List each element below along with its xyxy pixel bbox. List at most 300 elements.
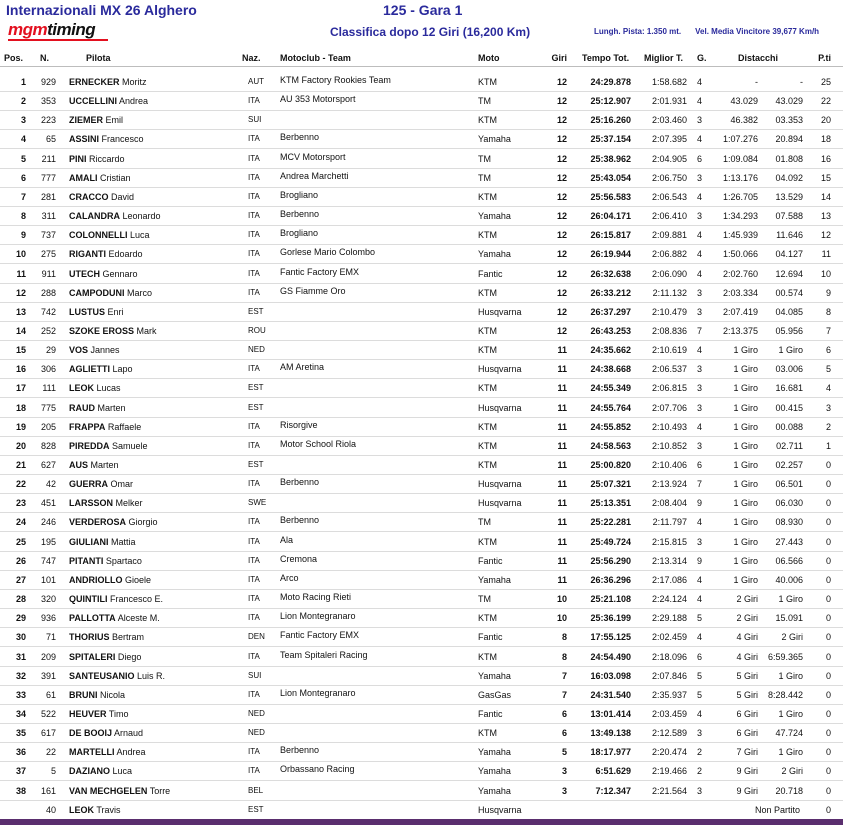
cell-pti: 0 (825, 728, 831, 738)
cell-num: 747 (40, 556, 56, 566)
cell-giri: 11 (557, 479, 567, 489)
cell-num: 29 (45, 345, 56, 355)
cell-pos: 19 (15, 422, 26, 432)
cell-pos: 27 (15, 575, 26, 585)
cell-giri: 12 (556, 173, 567, 183)
cell-miglior: 2:24.124 (651, 594, 687, 604)
cell-g: 4 (697, 575, 703, 585)
cell-giri: 12 (556, 288, 567, 298)
cell-moto: Yamaha (478, 211, 511, 221)
cell-pilota (69, 249, 239, 259)
cell-moto: TM (478, 96, 491, 106)
cell-moto: Fantic (478, 269, 503, 279)
cell-pti: 0 (825, 805, 831, 815)
cell-pilota (69, 288, 239, 298)
cell-giri: 11 (557, 498, 567, 508)
rider-first-name: Andrea (119, 96, 149, 106)
cell-gap-leader: 6 Giri (736, 709, 758, 719)
cell-pti: 0 (825, 517, 831, 527)
cell-moto: TM (478, 517, 491, 527)
cell-team: Orbassano Racing (280, 764, 355, 774)
cell-gap-prev: 20.718 (775, 786, 803, 796)
cell-tempo: 26:32.638 (590, 269, 631, 279)
row-divider (0, 704, 843, 705)
cell-moto: KTM (478, 613, 497, 623)
cell-num: 40 (45, 805, 56, 815)
cell-pti: 3 (825, 403, 831, 413)
cell-pilota (69, 403, 239, 413)
cell-naz: ITA (248, 249, 260, 258)
cell-gap-prev: 01.808 (775, 154, 803, 164)
cell-moto: Fantic (478, 709, 503, 719)
cell-naz: ITA (248, 154, 260, 163)
rider-surname: LUSTUS (69, 307, 105, 317)
cell-tempo: 24:29.878 (590, 77, 631, 87)
cell-pilota (69, 632, 239, 642)
cell-g: 6 (697, 652, 703, 662)
cell-giri: 12 (556, 326, 567, 336)
cell-moto: Fantic (478, 632, 503, 642)
cell-g: 3 (697, 537, 703, 547)
cell-team: Moto Racing Rieti (280, 592, 352, 602)
cell-naz: ITA (248, 747, 260, 756)
cell-miglior: 2:18.096 (651, 652, 687, 662)
cell-gap-leader: 2:13.375 (722, 326, 758, 336)
cell-tempo: 25:49.724 (590, 537, 631, 547)
logo-underline (8, 39, 108, 41)
cell-pti: 0 (825, 537, 831, 547)
cell-giri: 10 (556, 613, 567, 623)
cell-moto: Yamaha (478, 134, 511, 144)
cell-gap-leader: 4 Giri (736, 632, 758, 642)
cell-naz: NED (248, 345, 265, 354)
rider-surname: RAUD (69, 403, 95, 413)
cell-naz: ITA (248, 690, 260, 699)
cell-pos: 24 (15, 517, 26, 527)
cell-pos: 5 (20, 154, 26, 164)
cell-num: 288 (40, 288, 56, 298)
cell-pti: 0 (825, 498, 831, 508)
cell-giri: 8 (561, 652, 567, 662)
cell-num: 205 (40, 422, 56, 432)
cell-naz: ITA (248, 422, 260, 431)
cell-g: 4 (697, 632, 703, 642)
row-divider (0, 129, 843, 130)
cell-pilota (69, 690, 239, 700)
cell-miglior: 2:08.404 (651, 498, 687, 508)
cell-tempo: 16:03.098 (590, 671, 631, 681)
rider-first-name: Luca (112, 766, 133, 776)
cell-miglior: 2:06.410 (651, 211, 687, 221)
cell-giri: 12 (556, 96, 567, 106)
cell-pilota (69, 594, 239, 604)
cell-gap-prev: 08.930 (775, 517, 803, 527)
cell-pilota (69, 307, 239, 317)
cell-pilota (69, 747, 239, 757)
cell-gap-leader: 1:09.084 (722, 154, 758, 164)
row-divider (0, 110, 843, 111)
row-divider (0, 455, 843, 456)
cell-pilota (69, 422, 239, 432)
cell-g: 4 (697, 517, 703, 527)
cell-giri: 11 (557, 422, 567, 432)
cell-num: 320 (40, 594, 56, 604)
row-divider (0, 512, 843, 513)
cell-gap-leader: 1:50.066 (722, 249, 758, 259)
cell-pti: 12 (820, 230, 831, 240)
row-divider (0, 340, 843, 341)
row-divider (0, 493, 843, 494)
cell-pos: 16 (15, 364, 26, 374)
cell-pti: 6 (825, 345, 831, 355)
cell-miglior: 2:12.589 (651, 728, 687, 738)
cell-team: Berbenno (280, 745, 320, 755)
row-divider (0, 723, 843, 724)
cell-gap-leader: 4 Giri (736, 652, 758, 662)
cell-naz: ITA (248, 594, 260, 603)
cell-naz: ITA (248, 537, 260, 546)
rider-surname: PITANTI (69, 556, 104, 566)
cell-moto: Yamaha (478, 671, 511, 681)
cell-pos: 21 (15, 460, 26, 470)
cell-pilota (69, 671, 239, 681)
cell-miglior: 2:06.090 (651, 269, 687, 279)
row-divider (0, 742, 843, 743)
cell-naz: ITA (248, 288, 260, 297)
logo-part-mgm: mgm (8, 20, 48, 39)
cell-naz: ITA (248, 517, 260, 526)
row-divider (0, 474, 843, 475)
cell-tempo: 25:56.290 (590, 556, 631, 566)
cell-num: 936 (40, 613, 56, 623)
cell-pti: 0 (825, 709, 831, 719)
cell-gap-prev: 47.724 (775, 728, 803, 738)
rider-first-name: Bertram (112, 632, 145, 642)
row-divider (0, 378, 843, 379)
cell-team: AU 353 Motorsport (280, 94, 356, 104)
cell-team: Team Spitaleri Racing (280, 650, 368, 660)
cell-pilota (69, 326, 239, 336)
cell-g: 3 (697, 364, 703, 374)
cell-team: Berbenno (280, 515, 320, 525)
row-divider (0, 168, 843, 169)
rider-first-name: Giorgio (128, 517, 158, 527)
cell-num: 911 (41, 269, 56, 279)
cell-tempo: 25:37.154 (590, 134, 631, 144)
cell-num: 828 (40, 441, 56, 451)
row-divider (0, 263, 843, 264)
cell-num: 929 (40, 77, 56, 87)
cell-giri: 10 (556, 594, 567, 604)
cell-tempo: 25:56.583 (590, 192, 631, 202)
cell-gap-leader: 1 Giro (733, 383, 758, 393)
cell-num: 195 (40, 537, 56, 547)
mgm-timing-logo (8, 20, 95, 40)
cell-pos: 4 (20, 134, 26, 144)
cell-naz: DEN (248, 632, 265, 641)
cell-moto: Husqvarna (478, 805, 522, 815)
cell-gap-prev: 6:59.365 (767, 652, 803, 662)
cell-g: 7 (697, 479, 703, 489)
rider-first-name: Travis (96, 805, 121, 815)
cell-pos: 32 (15, 671, 26, 681)
cell-g: 3 (697, 786, 703, 796)
rider-surname: GUERRA (69, 479, 109, 489)
cell-num: 627 (40, 460, 56, 470)
rider-first-name: Luca (130, 230, 150, 240)
row-divider (0, 359, 843, 360)
cell-naz: EST (248, 403, 264, 412)
cell-pilota (69, 230, 239, 240)
cell-g: 4 (697, 230, 703, 240)
cell-pilota (69, 786, 239, 796)
cell-tempo: 25:00.820 (590, 460, 631, 470)
cell-moto: KTM (478, 326, 497, 336)
cell-num: 101 (40, 575, 56, 585)
cell-team: GS Fiamme Oro (280, 286, 346, 296)
cell-miglior: 2:01.931 (651, 96, 687, 106)
cell-miglior: 2:10.479 (651, 307, 687, 317)
cell-giri: 12 (556, 154, 567, 164)
col-pilota: Pilota (86, 53, 111, 63)
rider-first-name: Diego (117, 652, 142, 662)
rider-first-name: Lapo (112, 364, 133, 374)
cell-pos: 30 (15, 632, 26, 642)
cell-naz: ITA (248, 364, 260, 373)
cell-pti: 16 (820, 154, 831, 164)
cell-naz: ITA (248, 613, 260, 622)
cell-num: 246 (40, 517, 56, 527)
cell-moto: Yamaha (478, 747, 511, 757)
cell-moto: Husqvarna (478, 307, 522, 317)
cell-pti: 13 (820, 211, 831, 221)
cell-moto: KTM (478, 537, 497, 547)
rider-first-name: Francesco E. (110, 594, 164, 604)
cell-tempo: 24:35.662 (590, 345, 631, 355)
cell-gap-prev: 06.501 (775, 479, 803, 489)
cell-tempo: 25:43.054 (590, 173, 631, 183)
rider-surname: PIREDDA (69, 441, 110, 451)
cell-g: 4 (697, 709, 703, 719)
cell-team: Andrea Marchetti (280, 171, 349, 181)
cell-moto: KTM (478, 383, 497, 393)
cell-miglior: 2:20.474 (651, 747, 687, 757)
cell-pti: 11 (821, 249, 831, 259)
cell-pilota (69, 173, 239, 183)
rider-surname: CRACCO (69, 192, 109, 202)
cell-tempo: 25:12.907 (590, 96, 631, 106)
rider-first-name: Marco (127, 288, 153, 298)
rider-surname: UCCELLINI (69, 96, 117, 106)
cell-gap-prev: 02.711 (776, 441, 803, 451)
cell-pos: 14 (15, 326, 26, 336)
row-divider (0, 206, 843, 207)
cell-pilota (69, 709, 239, 719)
cell-gap-prev: 2 Giri (781, 632, 803, 642)
cell-tempo: 6:51.629 (595, 766, 631, 776)
cell-pilota (69, 441, 239, 451)
cell-gap-prev: 04.085 (775, 307, 803, 317)
cell-moto: Husqvarna (478, 403, 522, 413)
cell-pti: 18 (820, 134, 831, 144)
cell-gap-prev: 02.257 (775, 460, 803, 470)
row-divider (0, 608, 843, 609)
cell-pti: 0 (825, 632, 831, 642)
cell-moto: KTM (478, 288, 497, 298)
rider-first-name: Riccardo (89, 154, 125, 164)
cell-g: 4 (697, 134, 703, 144)
rider-surname: LEOK (69, 805, 95, 815)
cell-team: Lion Montegranaro (280, 611, 356, 621)
bottom-bar (0, 819, 843, 825)
cell-miglior: 2:07.395 (651, 134, 687, 144)
cell-miglior: 2:10.493 (651, 422, 687, 432)
cell-miglior: 2:06.537 (651, 364, 687, 374)
cell-pilota (69, 269, 239, 279)
cell-pti: 9 (825, 288, 831, 298)
cell-team: Fantic Factory EMX (280, 630, 360, 640)
cell-pilota (69, 383, 239, 393)
cell-g: 3 (697, 211, 703, 221)
cell-miglior: 2:15.815 (651, 537, 687, 547)
rider-surname: GIULIANI (69, 537, 109, 547)
cell-num: 209 (40, 652, 56, 662)
cell-num: 211 (41, 154, 56, 164)
rider-surname: VERDEROSA (69, 517, 127, 527)
cell-pos: 6 (20, 173, 26, 183)
rider-surname: AMALI (69, 173, 98, 183)
race-info (594, 27, 833, 36)
cell-pti: 20 (820, 115, 831, 125)
rider-first-name: Torre (149, 786, 171, 796)
classification-subtitle: Classifica dopo 12 Giri (16,200 Km) (330, 25, 531, 39)
cell-pos: 9 (20, 230, 26, 240)
cell-pilota (69, 154, 239, 164)
cell-pilota (69, 652, 239, 662)
cell-num: 306 (40, 364, 56, 374)
cell-pti: 0 (825, 690, 831, 700)
cell-miglior: 2:06.543 (651, 192, 687, 202)
rider-first-name: Francesco (101, 134, 144, 144)
cell-pilota (69, 613, 239, 623)
cell-gap-leader: 2:03.334 (722, 288, 758, 298)
cell-miglior: 2:35.937 (651, 690, 687, 700)
cell-pti: 0 (825, 479, 831, 489)
race-title: 125 - Gara 1 (383, 2, 463, 18)
cell-g: 4 (697, 249, 703, 259)
cell-g: 3 (697, 383, 703, 393)
row-divider (0, 244, 843, 245)
cell-moto: Yamaha (478, 249, 511, 259)
cell-moto: Fantic (478, 556, 503, 566)
cell-miglior: 1:58.682 (651, 77, 687, 87)
cell-gap-prev: 20.894 (775, 134, 803, 144)
cell-giri: 6 (561, 709, 567, 719)
cell-miglior: 2:13.314 (651, 556, 687, 566)
row-divider (0, 780, 843, 781)
cell-tempo: 26:37.297 (590, 307, 631, 317)
cell-tempo: 25:21.108 (590, 594, 631, 604)
cell-num: 775 (40, 403, 56, 413)
cell-naz: ITA (248, 230, 260, 239)
cell-team: Risorgive (280, 420, 318, 430)
cell-status: Non Partito (754, 805, 800, 815)
cell-pti: 0 (825, 613, 831, 623)
cell-tempo: 25:07.321 (590, 479, 631, 489)
cell-pilota (69, 498, 239, 508)
cell-gap-leader: 2:07.419 (722, 307, 758, 317)
cell-giri: 5 (561, 747, 567, 757)
row-divider (0, 551, 843, 552)
cell-pti: 8 (825, 307, 831, 317)
cell-giri: 3 (561, 766, 567, 776)
cell-pti: 5 (825, 364, 831, 374)
cell-gap-leader: 43.029 (730, 96, 758, 106)
cell-miglior: 2:07.706 (651, 403, 687, 413)
cell-miglior: 2:06.815 (651, 383, 687, 393)
cell-num: 111 (42, 383, 56, 393)
rider-surname: RIGANTI (69, 249, 106, 259)
cell-gap-prev: 43.029 (775, 96, 803, 106)
cell-naz: ITA (248, 556, 260, 565)
cell-giri: 11 (557, 556, 567, 566)
cell-pti: 4 (825, 383, 831, 393)
rider-surname: ASSINI (69, 134, 100, 144)
col-distacchi: Distacchi (738, 53, 779, 63)
cell-miglior: 2:09.881 (651, 230, 687, 240)
cell-tempo: 25:22.281 (590, 517, 631, 527)
cell-tempo: 24:55.349 (590, 383, 631, 393)
row-divider (0, 321, 843, 322)
cell-pos: 12 (15, 288, 26, 298)
cell-moto: TM (478, 173, 491, 183)
cell-gap-leader: 1 Giro (733, 517, 758, 527)
cell-gap-leader: 9 Giri (736, 786, 758, 796)
cell-gap-leader: 1:13.176 (722, 173, 758, 183)
rider-first-name: Cristian (100, 173, 131, 183)
row-divider (0, 646, 843, 647)
cell-tempo: 26:19.944 (590, 249, 631, 259)
cell-gap-leader: 1 Giro (733, 537, 758, 547)
cell-pilota (69, 211, 239, 221)
cell-naz: SWE (248, 498, 267, 507)
cell-naz: NED (248, 709, 265, 718)
cell-giri: 6 (561, 728, 567, 738)
cell-num: 161 (40, 786, 56, 796)
cell-num: 777 (40, 173, 56, 183)
cell-gap-leader: 2:02.760 (722, 269, 758, 279)
cell-moto: KTM (478, 115, 497, 125)
cell-pos: 33 (15, 690, 26, 700)
cell-giri: 12 (556, 269, 567, 279)
cell-num: 742 (40, 307, 56, 317)
cell-naz: ITA (248, 766, 260, 775)
cell-moto: TM (478, 594, 491, 604)
cell-miglior: 2:07.846 (651, 671, 687, 681)
cell-gap-leader: 1 Giro (733, 345, 758, 355)
cell-naz: EST (248, 805, 264, 814)
rider-surname: VAN MECHGELEN (69, 786, 148, 796)
cell-gap-prev: 15.091 (775, 613, 803, 623)
cell-giri: 11 (557, 403, 567, 413)
cell-miglior: 2:17.086 (651, 575, 687, 585)
cell-team: Motor School Riola (280, 439, 357, 449)
cell-team: Berbenno (280, 132, 320, 142)
rider-surname: MARTELLI (69, 747, 115, 757)
cell-g: 9 (697, 556, 703, 566)
cell-naz: EST (248, 460, 264, 469)
cell-giri: 11 (557, 537, 567, 547)
